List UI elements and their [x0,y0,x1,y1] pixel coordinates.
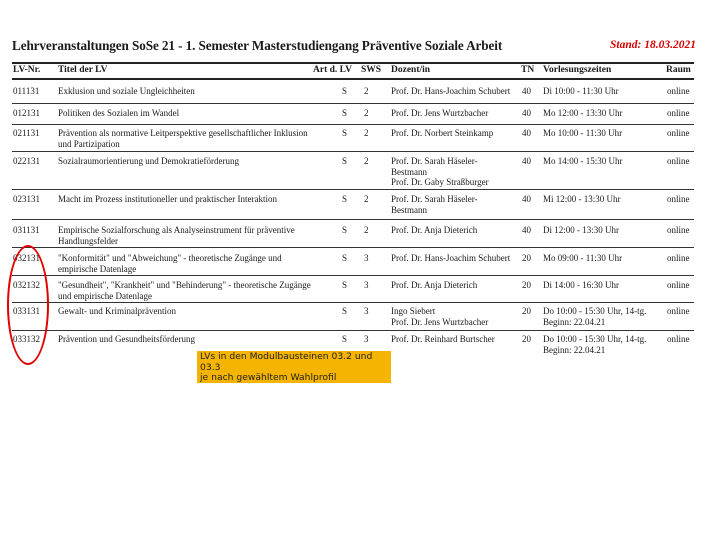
row-divider [12,330,694,331]
header-lv-nr: LV-Nr. [13,65,41,75]
cell-dozent-line: Prof. Dr. Norbert Steinkamp [391,128,494,138]
header-raum: Raum [666,65,691,75]
cell-dozent-line: Prof. Dr. Gaby Straßburger [391,177,489,187]
cell-titel-line: Handlungsfelder [58,235,118,246]
cell-tn: 40 [522,108,531,118]
cell-raum: online [667,156,690,166]
cell-titel-line: empirische Datenlage [58,263,137,274]
cell-art: S [342,108,348,118]
cell-sws: 2 [364,128,369,138]
cell-raum: online [667,128,690,138]
cell-titel-line: Prävention und Gesundheitsförderung [58,334,195,344]
cell-dozent-line: Prof. Dr. Jens Wurtzbacher [391,316,489,327]
header-bottom-rule [12,78,694,80]
row-divider [12,189,694,190]
cell-titel-line: und Partizipation [58,138,120,149]
cell-titel-line: Macht im Prozess institutioneller und praktischer Interaktion [58,194,277,204]
cell-tn: 20 [522,306,531,316]
cell-zeit-line: Di 14:00 - 16:30 Uhr [543,280,619,290]
cell-zeit-line: Mo 10:00 - 11:30 Uhr [543,128,623,138]
cell-lv-nr: 033132 [13,334,40,344]
cell-sws: 3 [364,334,369,344]
cell-lv-nr: 021131 [13,128,40,138]
cell-zeit-line: Beginn: 22.04.21 [543,344,606,355]
cell-lv-nr: 031131 [13,225,40,235]
cell-art: S [342,86,348,96]
cell-art: S [342,128,348,138]
cell-raum: online [667,253,690,263]
cell-titel-line: Empirische Sozialforschung als Analyseinstrument für präventive [58,225,295,235]
cell-titel-line: "Konformität" und "Abweichung" - theoretische Zugänge und [58,253,282,263]
cell-dozent-line: Prof. Dr. Sarah Häseler- [391,194,478,204]
stand-date: Stand: 18.03.2021 [610,39,696,51]
note-line-1: LVs in den Modulbausteinen 03.2 und [200,351,373,362]
cell-dozent-line: Bestmann [391,166,427,177]
cell-titel-line: Prävention als normative Leitperspektive gesellschaftlicher Inklusion [58,128,308,138]
header-art: Art d. LV [313,65,352,75]
cell-raum: online [667,306,690,316]
row-divider [12,302,694,303]
cell-lv-nr: 011131 [13,86,40,96]
cell-tn: 40 [522,156,531,166]
cell-art: S [342,280,348,290]
cell-titel-line: und empirische Datenlage [58,290,152,301]
cell-art: S [342,334,348,344]
cell-raum: online [667,86,690,96]
cell-titel-line: Politiken des Sozialen im Wandel [58,108,180,118]
cell-lv-nr: 032131 [13,253,40,263]
cell-raum: online [667,280,690,290]
cell-zeit-line: Di 10:00 - 11:30 Uhr [543,86,619,96]
cell-dozent-line: Prof. Dr. Anja Dieterich [391,280,478,290]
cell-raum: online [667,194,690,204]
cell-dozent-line: Ingo Siebert [391,306,436,316]
cell-dozent-line: Prof. Dr. Reinhard Burtscher [391,334,495,344]
cell-raum: online [667,225,690,235]
cell-zeit-line: Mo 09:00 - 11:30 Uhr [543,253,623,263]
cell-dozent-line: Prof. Dr. Anja Dieterich [391,225,478,235]
header-titel: Titel der LV [58,65,108,75]
highlight-oval [7,245,49,365]
cell-dozent-line: Prof. Dr. Hans-Joachim Schubert [391,253,511,263]
cell-lv-nr: 033131 [13,306,40,316]
cell-tn: 40 [522,128,531,138]
cell-sws: 3 [364,253,369,263]
document-title: Lehrveranstaltungen SoSe 21 - 1. Semester Masterstudiengang Präventive Soziale Arbeit [12,38,503,53]
cell-zeit-line: Di 12:00 - 13:30 Uhr [543,225,619,235]
header-tn: TN [521,65,535,75]
cell-titel-line: Gewalt- und Kriminalprävention [58,306,176,316]
cell-titel-line: Sozialraumorientierung und Demokratieförderung [58,156,239,166]
cell-lv-nr: 012131 [13,108,40,118]
cell-dozent-line: Prof. Dr. Sarah Häseler- [391,156,478,166]
cell-sws: 2 [364,156,369,166]
cell-sws: 3 [364,306,369,316]
note-line-3: je nach gewähltem Wahlprofil [200,372,337,383]
header-sws: SWS [361,65,382,75]
note-line-2: 03.3 [200,361,221,373]
cell-sws: 2 [364,225,369,235]
cell-zeit-line: Beginn: 22.04.21 [543,316,606,327]
note-box [197,351,391,383]
row-divider [12,151,694,152]
cell-raum: online [667,334,690,344]
cell-dozent-line: Bestmann [391,204,427,215]
row-divider [12,103,694,104]
row-divider [12,247,694,248]
header-zeit: Vorlesungszeiten [543,65,612,75]
cell-tn: 40 [522,86,531,96]
cell-art: S [342,194,348,204]
cell-art: S [342,156,348,166]
cell-dozent-line: Prof. Dr. Jens Wurtzbacher [391,108,489,118]
cell-sws: 3 [364,280,369,290]
cell-sws: 2 [364,86,369,96]
cell-dozent-line: Prof. Dr. Hans-Joachim Schubert [391,86,511,96]
cell-tn: 20 [522,334,531,344]
cell-sws: 2 [364,108,369,118]
cell-sws: 2 [364,194,369,204]
cell-zeit-line: Mi 12:00 - 13:30 Uhr [543,194,621,204]
cell-art: S [342,225,348,235]
cell-lv-nr: 032132 [13,280,40,290]
cell-art: S [342,306,348,316]
cell-titel-line: "Gesundheit", "Krankheit" und "Behinderung" - theoretische Zugänge [58,280,311,290]
cell-art: S [342,253,348,263]
cell-zeit-line: Do 10:00 - 15:30 Uhr, 14-tg. [543,334,647,344]
header-top-rule [12,62,694,64]
cell-tn: 40 [522,225,531,235]
cell-zeit-line: Mo 12:00 - 13:30 Uhr [543,108,623,118]
cell-lv-nr: 022131 [13,156,40,166]
cell-raum: online [667,108,690,118]
cell-zeit-line: Do 10:00 - 15:30 Uhr, 14-tg. [543,306,647,316]
cell-tn: 20 [522,253,531,263]
cell-titel-line: Exklusion und soziale Ungleichheiten [58,86,195,96]
header-dozent: Dozent/in [391,65,431,75]
cell-tn: 40 [522,194,531,204]
cell-tn: 20 [522,280,531,290]
row-divider [12,275,694,276]
row-divider [12,219,694,220]
row-divider [12,124,694,125]
cell-zeit-line: Mo 14:00 - 15:30 Uhr [543,156,623,166]
cell-lv-nr: 023131 [13,194,40,204]
